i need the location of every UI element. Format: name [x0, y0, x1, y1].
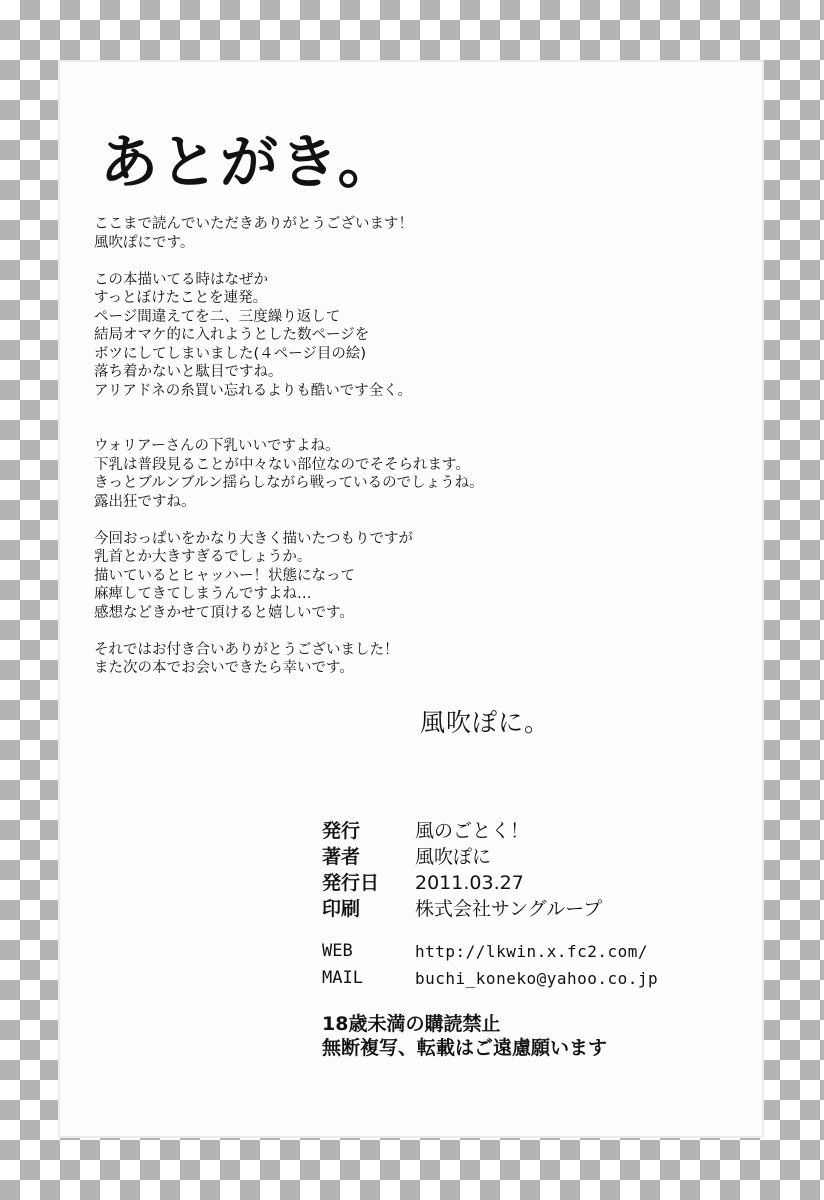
text-line: ページ間違えてを二、三度繰り返して — [94, 308, 341, 325]
text-line: 落ち着かないと駄目ですね。 — [94, 364, 283, 380]
contact-info — [322, 938, 658, 992]
text-line: この本描いてる時はなぜか — [94, 271, 268, 288]
text-line: 下乳は普段見ることが中々ない部位なのでそそられます。 — [94, 456, 470, 473]
printer-label: 印刷 — [322, 898, 361, 920]
web-label: WEB — [322, 941, 353, 961]
text-line: 麻痺してきてしまうんですよね… — [94, 586, 312, 602]
colophon-row-publisher — [322, 818, 602, 844]
paragraph-drawing — [94, 530, 754, 623]
text-line: 今回おっぱいをかなり大きく描いたつもりですが — [94, 530, 413, 547]
mail-label: MAIL — [322, 968, 363, 988]
text-line: ウォリアーさんの下乳いいですよね。 — [94, 438, 340, 454]
text-line: ボツにしてしまいました(４ページ目の絵) — [94, 345, 367, 362]
date-value: 2011.03.27 — [415, 872, 524, 894]
author-value: 風吹ぽに — [415, 846, 492, 868]
text-line: それではお付き合いありがとうございました！ — [94, 641, 399, 658]
age-restriction-notice: 18歳未満の購読禁止 — [322, 1013, 501, 1035]
paragraph-greeting — [94, 215, 754, 252]
mail-address[interactable]: buchi_koneko@yahoo.co.jp — [415, 969, 659, 988]
colophon-row-date — [322, 870, 602, 896]
text-line: アリアドネの糸買い忘れるよりも酷いです全く。 — [94, 382, 412, 399]
paragraph-mistakes — [94, 271, 754, 401]
text-line: すっとぼけたことを連発。 — [94, 290, 268, 306]
page-title: あとがき。 — [100, 128, 398, 196]
date-label: 発行日 — [322, 872, 380, 894]
legal-notice — [322, 1012, 607, 1060]
text-line: また次の本でお会いできたら幸いです。 — [94, 660, 354, 676]
afterword-body — [94, 215, 754, 696]
text-line: 結局オマケ的に入れようとした数ページを — [94, 327, 370, 343]
text-line: 感想などきかせて頂けると嬉しいです。 — [94, 604, 354, 621]
colophon — [322, 818, 602, 922]
paragraph-warrior — [94, 437, 754, 511]
colophon-row-printer — [322, 896, 602, 922]
text-line: 描いているとヒャッハー！状態になって — [94, 567, 355, 584]
text-line: 風吹ぽにです。 — [94, 234, 195, 251]
paragraph-closing — [94, 641, 754, 678]
contact-row-mail — [322, 965, 658, 992]
printer-value: 株式会社サングループ — [415, 898, 603, 920]
contact-row-web — [322, 938, 658, 965]
text-line: 露出狂ですね。 — [94, 493, 196, 510]
text-line: 乳首とか大きすぎるでしょうか。 — [94, 549, 312, 565]
copyright-notice: 無断複写、転載はご遠慮願います — [322, 1037, 608, 1059]
publisher-value: 風のごとく！ — [415, 820, 530, 842]
web-url[interactable]: http://lkwin.x.fc2.com/ — [415, 942, 649, 961]
colophon-row-author — [322, 844, 602, 870]
publisher-label: 発行 — [322, 820, 361, 842]
text-line: きっとブルンブルン揺らしながら戦っているのでしょうね。 — [94, 475, 484, 491]
author-signature: 風吹ぽに。 — [420, 708, 551, 737]
text-line: ここまで読んでいただきありがとうございます！ — [94, 216, 413, 232]
author-label: 著者 — [322, 846, 361, 868]
